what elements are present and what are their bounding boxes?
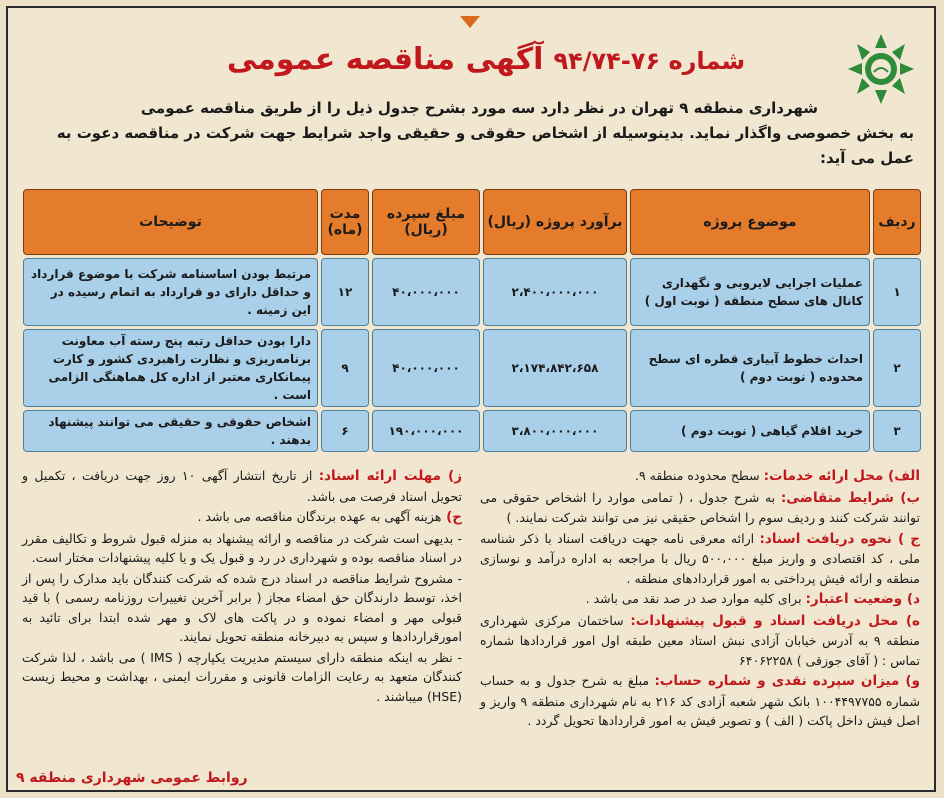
- row-deposit: ۴۰،۰۰۰،۰۰۰: [372, 329, 480, 407]
- conditions-right-column: [480, 466, 920, 784]
- condition-note-3: - نظر به اینکه منطقه دارای سیستم مدیریت یکپارچه ( IMS ) می باشد ، لذا شرکت کنندگان متعهد به رعایت الزامات قانونی و مقررات ایمنی ، بهداشت و محیط زیست (HSE) میباشند .: [22, 649, 462, 704]
- row-subject: خرید اقلام گیاهی ( نوبت دوم ): [630, 410, 870, 452]
- condition-applicant: ب) شرایط متقاضی: به شرح جدول ، ( تمامی موارد را اشخاص حقوقی می توانند شرکت کنند و ردیف سوم را اشخاص حقیقی نیز می توانند شرکت نمایند. ): [480, 489, 921, 525]
- row-deposit: ۱۹۰،۰۰۰،۰۰۰: [372, 410, 480, 452]
- row-duration: ۹: [321, 329, 369, 407]
- projects-table: [20, 186, 924, 455]
- condition-note-1: - بدیهی است شرکت در مناقصه و ارائه پیشنهاد به منزله قبول شروط و تکالیف مقرر در اسناد مناقصه بوده و شهرداری در رد و قبول یک و یا کلیه پیشنهادات مختار است.: [22, 530, 462, 565]
- condition-deadline: ز) مهلت ارائه اسناد: از تاریخ انتشار آگهی ۱۰ روز جهت دریافت ، تکمیل و تحویل اسناد فرصت می باشد.: [22, 468, 462, 504]
- title-row: [148, 42, 824, 82]
- top-marker-icon: [460, 16, 480, 28]
- condition-address: ه) محل دریافت اسناد و قبول پیشنهادات: ساختمان مرکزی شهرداری منطقه ۹ به آدرس خیابان آزادی نبش استاد معین طبقه اول امور قراردادها شماره تماس : ( آقای جوزقی ) ۶۴۰۶۲۲۵۸: [480, 612, 920, 668]
- condition-ad-cost: ح) هزینه آگهی به عهده برندگان مناقصه می باشد .: [197, 509, 462, 525]
- row-notes: اشخاص حقوقی و حقیقی می توانند پیشنهاد بدهند .: [23, 410, 318, 452]
- row-estimate: ۲،۴۰۰،۰۰۰،۰۰۰: [483, 258, 627, 326]
- ad-title: آگهی مناقصه عمومی: [226, 42, 544, 77]
- tender-ad: [6, 6, 936, 792]
- condition-credit: د) وضعیت اعتبار: برای کلیه موارد صد در صد نقد می باشد .: [585, 591, 920, 607]
- row-subject: عملیات اجرایی لایروبی و نگهداری کانال های سطح منطقه ( نوبت اول ): [630, 258, 870, 326]
- condition-documents: ج ) نحوه دریافت اسناد: ارائه معرفی نامه جهت دریافت اسناد با ذکر شناسه ملی ، کد اقتصادی و واریز مبلغ ۵۰۰،۰۰۰ ریال با مراجعه به اداره درآمد و نوسازی منطقه و ارائه فیش پرداختی به امور قراردادهای منطقه .: [480, 530, 920, 586]
- table-row: [23, 329, 921, 407]
- row-estimate: ۳،۸۰۰،۰۰۰،۰۰۰: [483, 410, 627, 452]
- condition-deposit-account: و) میزان سپرده نقدی و شماره حساب: مبلغ به شرح جدول و به حساب شماره ۱۰۰۴۴۹۷۷۵۵ بانک شهر شعبه آزادی کد ۲۱۶ به نام شهرداری منطقه ۹ واریز و اصل فیش داخل پاکت ( الف ) و تصویر فیش به امور قراردادها تحویل گردد .: [480, 673, 921, 728]
- intro-text: [22, 96, 914, 171]
- conditions-section: [22, 466, 920, 784]
- row-subject: احداث خطوط آبیاری قطره ای سطح محدوده ( نوبت دوم ): [630, 329, 870, 407]
- col-header-deposit: مبلغ سپرده (ریال): [372, 189, 480, 255]
- conditions-left-column: [22, 466, 462, 784]
- row-no: ۱: [873, 258, 921, 326]
- col-header-subject: موضوع پروژه: [630, 189, 870, 255]
- intro-line-2: به بخش خصوصی واگذار نماید. بدینوسیله از اشخاص حقوقی و حقیقی واجد شرایط جهت شرکت در مناقصه دعوت به عمل می آید:: [56, 124, 914, 167]
- condition-location: الف) محل ارائه خدمات: سطح محدوده منطقه ۹.: [634, 468, 920, 484]
- row-no: ۲: [873, 329, 921, 407]
- row-deposit: ۴۰،۰۰۰،۰۰۰: [372, 258, 480, 326]
- table-row: [23, 258, 921, 326]
- intro-line-1: شهرداری منطقه ۹ تهران در نظر دارد سه مورد بشرح جدول ذیل را از طریق مناقصه عمومی: [140, 99, 818, 117]
- col-header-duration: مدت (ماه): [321, 189, 369, 255]
- row-notes: مرتبط بودن اساسنامه شرکت با موضوع قرارداد و حداقل دارای دو قرارداد به اتمام رسیده در این زمینه .: [23, 258, 318, 326]
- table-header-row: [23, 189, 921, 255]
- col-header-estimate: برآورد پروژه (ریال): [483, 189, 627, 255]
- ad-number: شماره ۷۶-۹۴/۷۴: [553, 47, 746, 75]
- row-duration: ۱۲: [321, 258, 369, 326]
- footer-public-relations: روابط عمومی شهرداری منطقه ۹: [16, 770, 248, 790]
- table-row: [23, 410, 921, 452]
- row-no: ۳: [873, 410, 921, 452]
- row-estimate: ۲،۱۷۴،۸۴۲،۶۵۸: [483, 329, 627, 407]
- col-header-row-no: ردیف: [873, 189, 921, 255]
- row-duration: ۶: [321, 410, 369, 452]
- condition-note-2: - مشروح شرایط مناقصه در اسناد درج شده که شرکت کنندگان باید مدارک را پس از اخذ، توسط دارندگان حق امضاء مجاز ( برابر آخرین تغییرات روزنامه رسمی ) با قید قبولی مهر و امضاء نموده و در پاکت های لاک و مهر شده ابتدا برای تائید به امورقراردادها و سپس به دبیرخانه منطقه تحویل نمایند.: [22, 570, 462, 644]
- row-notes: دارا بودن حداقل رتبه پنج رسته آب معاونت برنامه‌ریزی و نظارت راهبردی کشور و کارت پیمانکاری معتبر از اداره کل هماهنگی الزامی است .: [23, 329, 318, 407]
- col-header-notes: توضیحات: [23, 189, 318, 255]
